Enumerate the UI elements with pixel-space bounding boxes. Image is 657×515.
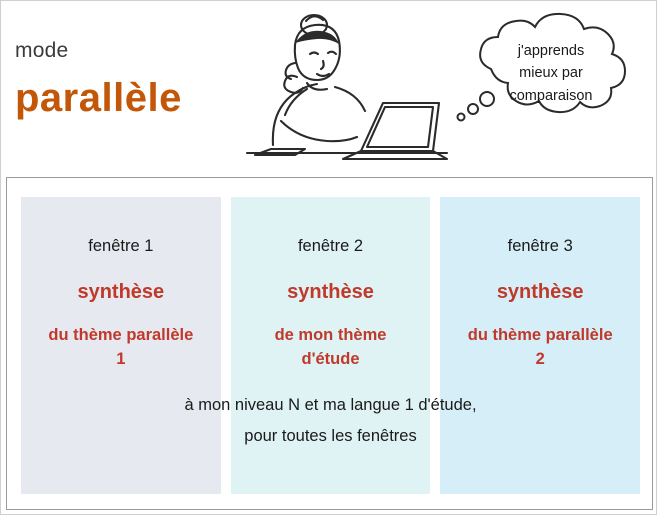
bubble-line-3: comparaison bbox=[509, 87, 593, 104]
footer-line-2: pour toutes les fenêtres bbox=[244, 427, 417, 446]
footer-line-1: à mon niveau N et ma langue 1 d'étude, bbox=[184, 396, 477, 414]
window-1-synthesis: synthèse bbox=[77, 281, 165, 303]
window-3-subtitle bbox=[440, 324, 640, 372]
window-1-subtitle-line-1: du thème parallèle bbox=[48, 326, 194, 344]
window-1-subtitle bbox=[21, 324, 221, 372]
window-3-synthesis: synthèse bbox=[496, 281, 584, 303]
window-3-subtitle-line-2: 2 bbox=[535, 349, 545, 368]
mode-label: mode bbox=[15, 39, 69, 62]
window-1-header: fenêtre 1 bbox=[88, 237, 154, 255]
thought-bubble-icon bbox=[451, 7, 651, 137]
window-2-subtitle bbox=[231, 324, 431, 372]
bubble-line-2: mieux par bbox=[519, 65, 583, 82]
window-2-header: fenêtre 2 bbox=[297, 237, 364, 255]
thought-bubble-text bbox=[451, 40, 651, 107]
person-studying-laptop-icon bbox=[211, 5, 451, 177]
panel-footer-note bbox=[7, 390, 654, 453]
header-area bbox=[1, 1, 657, 176]
bubble-line-1: j'apprends bbox=[517, 43, 585, 59]
window-1-subtitle-line-2: 1 bbox=[116, 349, 126, 368]
windows-panel bbox=[6, 177, 653, 510]
page-title: parallèle bbox=[15, 76, 182, 120]
window-2-subtitle-line-1: de mon thème bbox=[274, 326, 387, 344]
window-3-header: fenêtre 3 bbox=[507, 237, 573, 255]
window-3-subtitle-line-1: du thème parallèle bbox=[467, 326, 613, 344]
window-2-subtitle-line-2: d'étude bbox=[301, 349, 360, 368]
window-2-synthesis: synthèse bbox=[287, 281, 374, 303]
